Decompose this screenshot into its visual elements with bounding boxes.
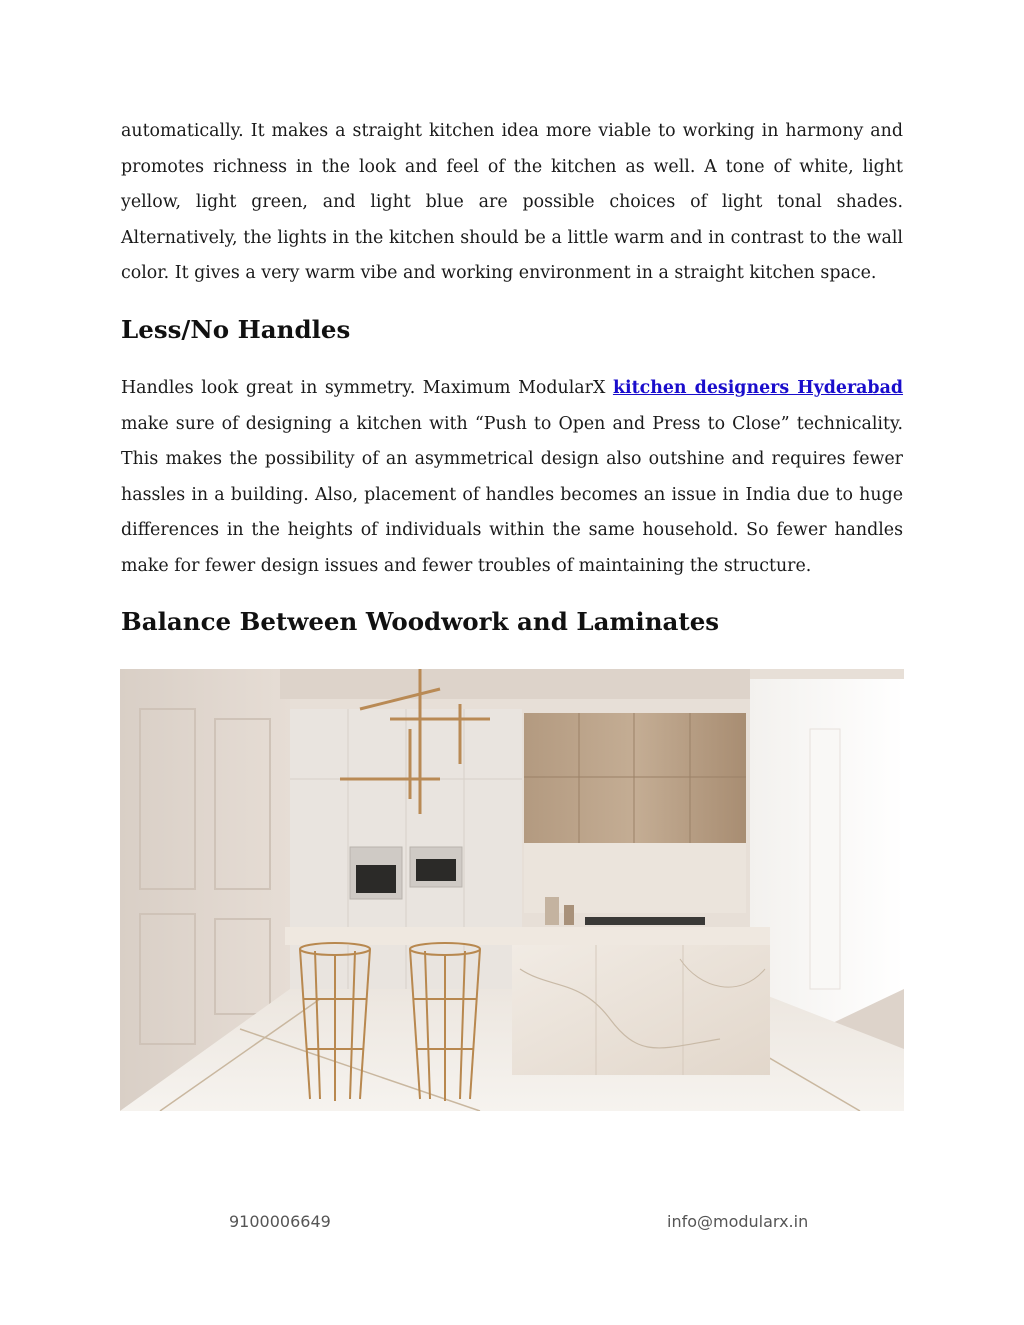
footer-phone: 9100006649 (229, 1212, 331, 1231)
heading-woodwork-laminates: Balance Between Woodwork and Laminates (121, 607, 720, 636)
paragraph-handles (121, 371, 903, 584)
paragraph-handles-intro: Handles look great in symmetry. Maximum ModularX (121, 378, 613, 398)
kitchen-designers-link[interactable]: kitchen designers Hyderabad (612, 378, 904, 398)
paragraph-handles-body: make sure of designing a kitchen with “Push to Open and Press to Close” technicality. This makes the possibility of an asymmetrical design also outshine and requires fewer hassles in a building. Also, placement of handles becomes an issue in India due to huge differences in the heights of individuals within the same household. So fewer handles make for fewer design issues and fewer troubles of maintaining the structure. (121, 413, 903, 576)
kitchen-photo (120, 669, 904, 1111)
kitchen-illustration (120, 669, 904, 1111)
heading-less-no-handles: Less/No Handles (121, 315, 351, 344)
footer-email: info@modularx.in (667, 1212, 809, 1231)
paragraph-wall-colors: automatically. It makes a straight kitchen idea more viable to working in harmony and promotes richness in the look and feel of the kitchen as well. A tone of white, light yellow, light green, and light blue are possible choices of light tonal shades. Alternatively, the lights in the kitchen should be a little warm and in contrast to the wall color. It gives a very warm vibe and working environment in a straight kitchen space. (121, 121, 903, 283)
